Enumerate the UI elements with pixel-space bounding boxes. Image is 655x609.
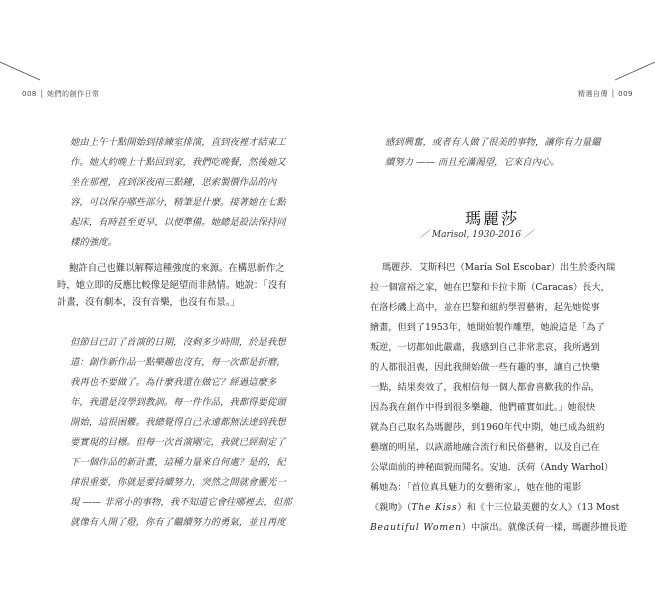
- text-line: [370, 518, 630, 538]
- text-line: 在洛杉磯上高中，並在巴黎和紐約學習藝術，起先她從事: [370, 302, 600, 313]
- text-line: 年，我還是沒學到教訓。每一件作品，我都得要從頭: [70, 397, 286, 408]
- film-title-13-most-beautiful-women: Beautiful Women: [370, 522, 462, 533]
- text-line: 叛逆，一切都如此嚴肅，我感到自己非常悲哀，我所遇到: [370, 342, 600, 353]
- running-header-left: 008 │ 她們的創作日常: [22, 90, 100, 98]
- text-line: 續努力 —— 而且充滿渴望，它來自內心。: [385, 157, 560, 168]
- text-line: 樣的強度。: [70, 237, 117, 248]
- text-line: 繪畫，但到了1953年，她開始製作雕塑，她說這是「為了: [370, 322, 605, 333]
- text-line: 要實現的目標。但每一次首演剛完，我就已經制定了: [70, 437, 286, 448]
- text-line: 坐在那裡，直到深夜兩三點鐘，思索製價作品的內: [70, 177, 277, 188]
- text-line: 瑪麗莎．艾斯科巴（María Sol Escobar）出生於委內瑞: [382, 262, 616, 273]
- line-text: ）中演出。就像沃荷一樣，瑪麗莎擅長遊: [461, 522, 628, 533]
- text-line: 稱她為：「首位真具魅力的女藝術家」，她在他的電影: [370, 482, 582, 493]
- line-text: ）和《十三位最美麗的女人》（13 Most: [457, 502, 620, 513]
- right-continued-paragraph: [385, 133, 625, 173]
- left-paragraph-3: [70, 333, 310, 533]
- text-line: 作。她大約晚上十點回到家，我們吃晚餐，然後她又: [70, 157, 286, 168]
- text-line: 感到興奮，或者有人做了很美的事物，讓你有力量繼: [385, 137, 601, 148]
- text-line: 開始，這很困難。我總覺得自己永遠都無法達到我想: [70, 417, 286, 428]
- line-text: 《親吻》（: [370, 502, 412, 513]
- text-line: 下一個作品的新計畫，這種力量來自何處？是的，紀: [70, 457, 286, 468]
- text-line: 因為我在創作中得到很多樂趣，他們確實如此。」她很快: [370, 402, 596, 413]
- left-corner-rule: [0, 0, 60, 90]
- running-header-right: 精選自傳 │ 009: [577, 90, 633, 98]
- text-line: 時，她立即的反應比較像是絕望而非熱情。她說：「沒有: [57, 280, 287, 291]
- text-line: 我再也不要做了。為什麼我還在做它？經過這麼多: [70, 377, 277, 388]
- text-line: 就像有人開了燈，你有了繼續努力的勇氣，並且再度: [70, 517, 286, 528]
- text-line: 藝壇的明星，以詼諧地融合流行和民俗藝術，以及自己在: [370, 442, 600, 453]
- text-line: 起床，有時甚至更早，以便準備。她總是設法保持同: [70, 217, 286, 228]
- right-body-paragraph: [370, 258, 630, 538]
- text-line: 鮑許自己也難以解釋這種強度的來源。在構思新作之: [69, 263, 285, 274]
- right-corner-rule: [595, 0, 655, 90]
- text-line: 現 —— 非常小的事物，我不知道它會往哪裡去，但那: [70, 497, 292, 508]
- text-line: 一點，結果奏效了，我相信每一個人都會喜歡我的作品，: [370, 382, 600, 393]
- text-line: [370, 498, 630, 518]
- text-line: 道：創作新作品一點樂趣也沒有，每一次都是折磨，: [70, 357, 286, 368]
- text-line: 就為自己取名為瑪麗莎，到1960年代中期，她已成為紐約: [370, 422, 605, 433]
- text-line: 律很重要，你就是要持續努力，突然之間就會靈光一: [70, 477, 286, 488]
- text-line: 拉一個富裕之家，她在巴黎和卡拉卡斯（Caracas）長大，: [370, 282, 610, 293]
- left-paragraph-1: [70, 133, 310, 253]
- text-line: 但節目已訂了首演的日期，沒剩多少時間，於是我想: [70, 337, 286, 348]
- text-line: 容，可以保存哪些部分，精筆是什麼。接著她在七點: [70, 197, 286, 208]
- text-line: 的人都很沮喪，因此我開始做一些有趣的事，讓自己快樂: [370, 362, 600, 373]
- text-line: 計畫，沒有劇本，沒有音樂，也沒有布景。」: [57, 297, 240, 308]
- text-line: 她由上午十點開始到排練室排演，直到夜裡才結束工: [70, 137, 286, 148]
- section-title: 瑪麗莎: [465, 209, 520, 228]
- section-subtitle: ／ Marisol, 1930-2016 ／: [420, 230, 533, 240]
- left-paragraph-2: [57, 260, 312, 311]
- text-line: 公眾面前的神秘面貌而聞名。安迪．沃荷（Andy Warhol）: [370, 462, 614, 473]
- film-title-the-kiss: The Kiss: [411, 502, 458, 513]
